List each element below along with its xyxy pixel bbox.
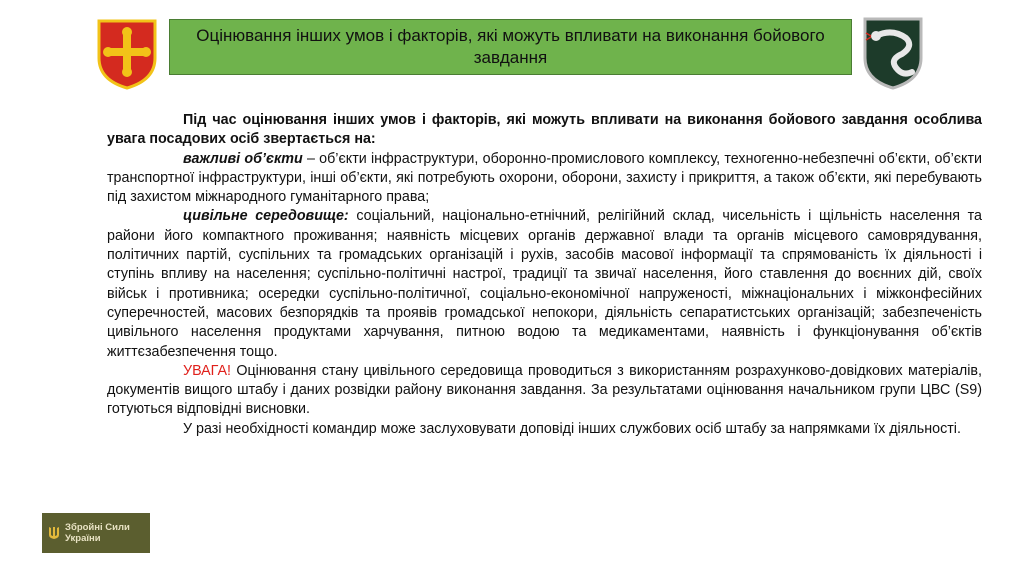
red-shield-yellow-cross-icon (96, 18, 158, 90)
logo-line-1: Збройні Сили (65, 522, 130, 533)
warning-label: УВАГА! (183, 362, 231, 379)
paragraph-civil-environment (107, 207, 982, 361)
intro-paragraph: Під час оцінювання інших умов і факторів, які можуть впливати на виконання бойового завдання особлива увага посадових осіб звертається на: (107, 112, 982, 148)
tryzub-icon (48, 526, 60, 540)
important-objects-text: – об’єкти інфраструктури, оборонно-промислового комплексу, техногенно-небезпечні об’єкти, об’єкти транспортної інфраструктури, інші об’єкти, які потребують охорони, оборони, захисту і прикриття, а також об’єкти, які перебувають під захистом міжнародного гуманітарного права; (107, 150, 983, 206)
civil-environment-text: соціальний, національно-етнічний, релігійний склад, чисельність і щільність населення та райони його компактного проживання; наявність місцевих органів державної влади та органів місцевого самоврядування, політичних партій, суспільних та громадських організацій і рухів, засобів масової інформації та спрямованість їх діяльності і ступінь впливу на населення; суспільно-політичні настрої, традиції та звичаї населення, його ставлення до воєнних дій, своїх військ і противника; осередки суспільно-політичної, соціально-економічної напруженості, міжнаціональних і міжконфесійних суперечностей, масових безпорядків та проявів громадської непокори, діяльність сепаратистських організацій; забезпеченість цивільного населення продуктами харчування, питною водою та медикаментами, наявність і функціонування об’єктів життєзабезпечення тощо. (107, 208, 982, 360)
armed-forces-logo (42, 513, 150, 553)
logo-line-2: України (65, 533, 101, 544)
term-important-objects: важливі об’єкти (183, 150, 303, 167)
paragraph-important-objects (107, 150, 982, 208)
paragraph-warning (107, 362, 982, 420)
warning-text: Оцінювання стану цивільного середовища проводиться з використанням розрахунково-довідкових матеріалів, документів вищого штабу і даних розвідки району виконання завдання. За результатами оцінювання начальником групи ЦВС (S9) готуються відповідні висновки. (107, 362, 982, 418)
slide-title-box (169, 19, 852, 75)
slide-title: Оцінювання інших умов і факторів, які можуть впливати на виконання бойового завдання (196, 26, 825, 67)
term-civil-environment: цивільне середовище: (183, 208, 349, 225)
slide-body (107, 111, 982, 439)
paragraph-commander: У разі необхідності командир може заслуховувати доповіді інших службових осіб штабу за напрямками їх діяльності. (183, 420, 961, 437)
green-shield-snake-icon (862, 16, 924, 90)
